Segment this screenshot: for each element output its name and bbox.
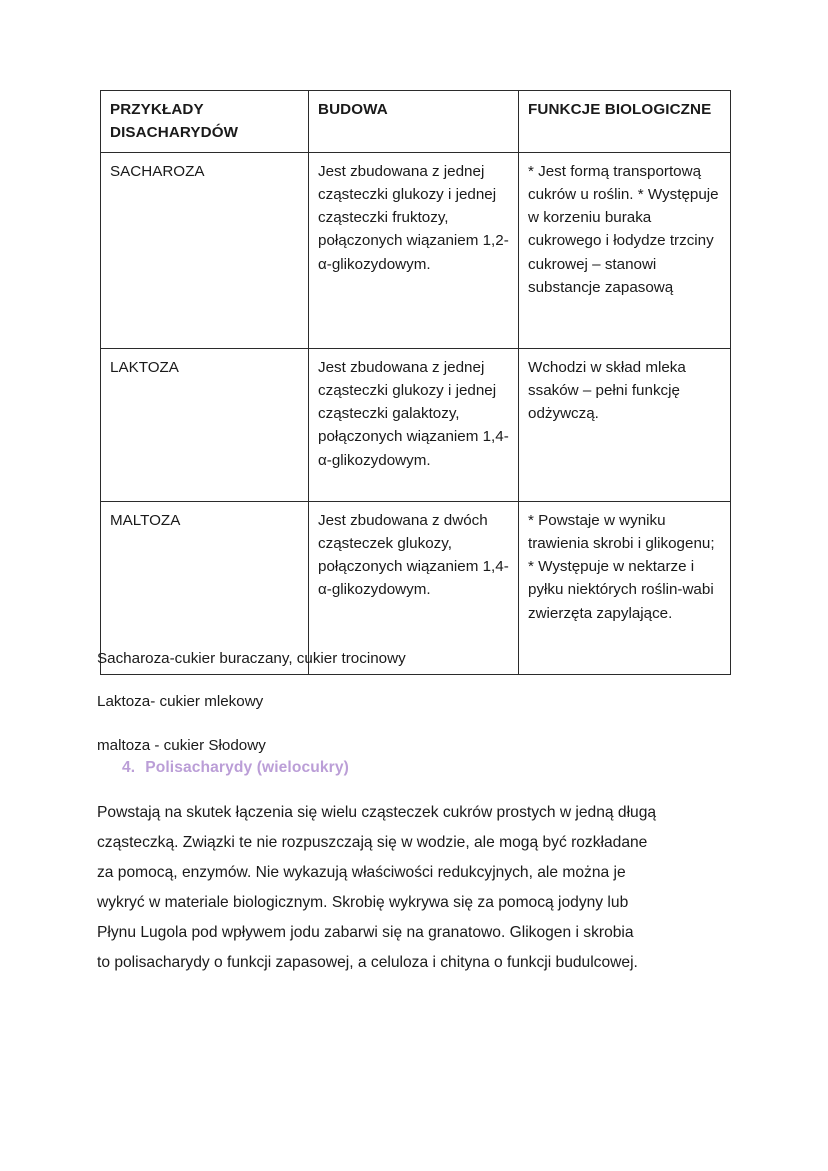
cell-structure-maltoza: Jest zbudowana z dwóch cząsteczek glukozy, połączonych wiązaniem 1,4-α-glikozydowym. bbox=[309, 502, 519, 675]
cell-functions-maltoza: * Powstaje w wyniku trawienia skrobi i glikogenu; * Występuje w nektarze i pyłku niektórych roślin-wabi zwierzęta zapylające. bbox=[519, 502, 731, 675]
column-header-examples-line2: DISACHARYDÓW bbox=[110, 124, 239, 142]
paragraph-line: Powstają na skutek łączenia się wielu cząsteczek cukrów prostych w jedną długą bbox=[97, 804, 657, 821]
section-title: Polisacharydy (wielocukry) bbox=[145, 759, 349, 776]
cell-sugar-name-sacharoza: SACHAROZA bbox=[101, 153, 309, 349]
note-line-maltoza: maltoza - cukier Słodowy bbox=[97, 736, 266, 754]
column-header-structure: BUDOWA bbox=[309, 91, 519, 153]
cell-structure-sacharoza: Jest zbudowana z jednej cząsteczki glukozy i jednej cząsteczki fruktozy, połączonych wiązaniem 1,2-α-glikozydowym. bbox=[309, 153, 519, 349]
column-header-examples-line1: PRZYKŁADY bbox=[110, 101, 204, 118]
paragraph-line: Płynu Lugola pod wpływem jodu zabarwi się na granatowo. Glikogen i skrobia bbox=[97, 923, 634, 941]
table-row bbox=[101, 349, 731, 502]
body-paragraph bbox=[97, 798, 742, 978]
column-header-functions: FUNKCJE BIOLOGICZNE bbox=[519, 91, 731, 153]
section-heading-polisacharydy bbox=[122, 759, 349, 777]
note-line-laktoza: Laktoza- cukier mlekowy bbox=[97, 693, 264, 711]
disaccharides-table bbox=[100, 90, 731, 675]
column-header-examples bbox=[101, 91, 309, 153]
table-header bbox=[101, 91, 731, 153]
paragraph-line: to polisacharydy o funkcji zapasowej, a celuloza i chityna o funkcji budulcowej. bbox=[97, 953, 638, 971]
cell-structure-laktoza: Jest zbudowana z jednej cząsteczki glukozy i jednej cząsteczki galaktozy, połączonych wiązaniem 1,4-α-glikozydowym. bbox=[309, 349, 519, 502]
section-number: 4. bbox=[122, 759, 136, 776]
paragraph-line: cząsteczką. Związki te nie rozpuszczają się w wodzie, ale mogą być rozkładane bbox=[97, 833, 648, 851]
disaccharides-table-container bbox=[100, 90, 730, 675]
cell-sugar-name-maltoza: MALTOZA bbox=[101, 502, 309, 675]
note-line-sacharoza: Sacharoza-cukier buraczany, cukier trocinowy bbox=[97, 650, 406, 667]
table-body bbox=[101, 153, 731, 675]
cell-sugar-name-laktoza: LAKTOZA bbox=[101, 349, 309, 502]
cell-functions-sacharoza: * Jest formą transportową cukrów u roślin. * Występuje w korzeniu buraka cukrowego i łodydze trzciny cukrowej – stanowi substancje zapasową bbox=[519, 153, 731, 349]
table-row bbox=[101, 153, 731, 349]
paragraph-line: za pomocą, enzymów. Nie wykazują właściwości redukcyjnych, ale można je bbox=[97, 863, 626, 881]
table-header-row bbox=[101, 91, 731, 153]
paragraph-line: wykryć w materiale biologicznym. Skrobię wykrywa się za pomocą jodyny lub bbox=[97, 893, 629, 911]
cell-functions-laktoza: Wchodzi w skład mleka ssaków – pełni funkcję odżywczą. bbox=[519, 349, 731, 502]
